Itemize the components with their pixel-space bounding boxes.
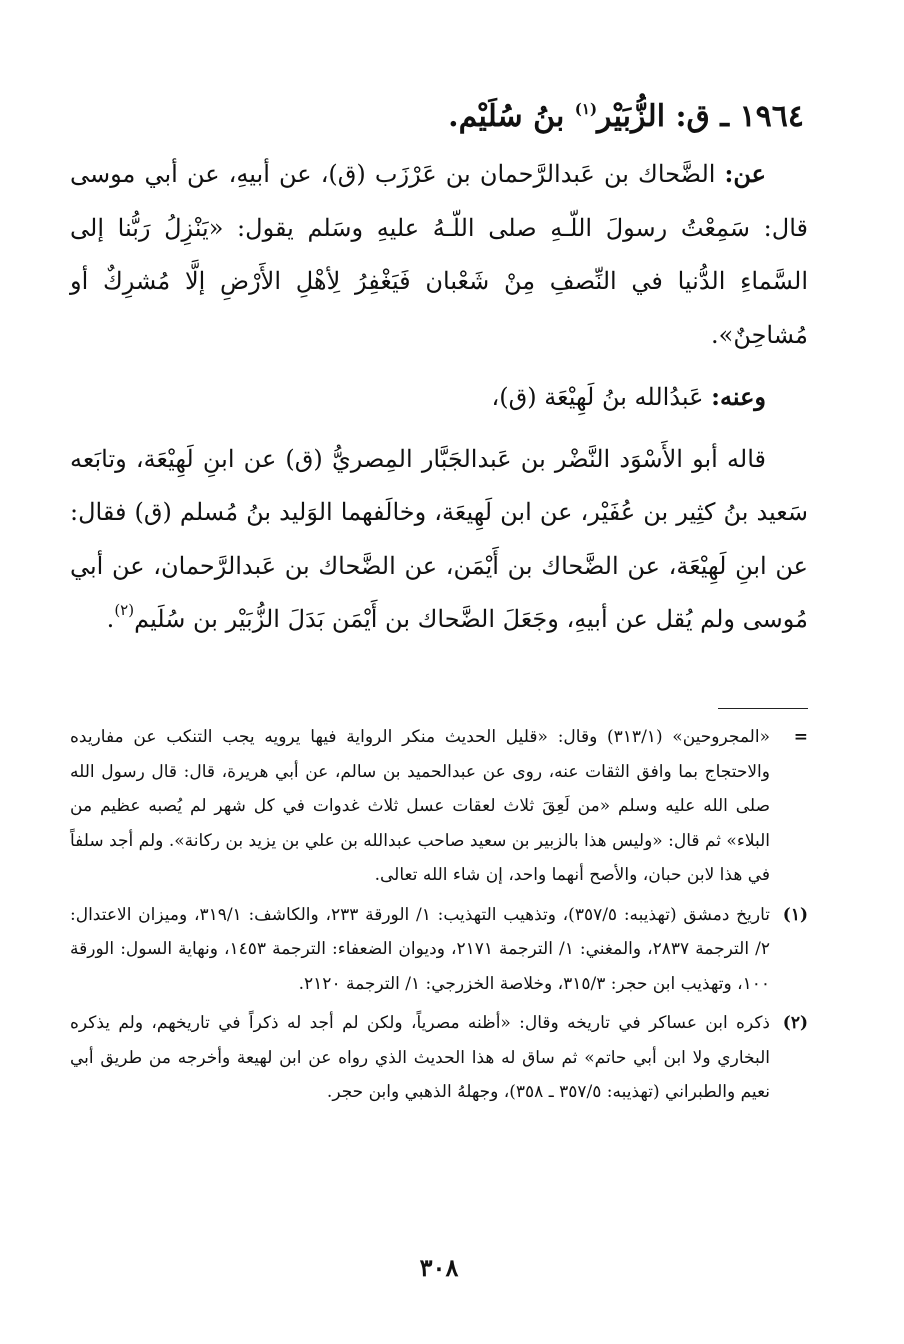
footnote-2: [70, 1006, 808, 1110]
paragraph-from: [70, 147, 808, 362]
paragraph-text: عَبدُالله بنُ لَهِيْعَة (ق)،: [491, 383, 712, 411]
entry-heading: [70, 95, 804, 139]
footnote-divider: [718, 708, 808, 709]
paragraph-narrated-by: [70, 370, 808, 425]
paragraph-lead: وعنه:: [711, 382, 766, 411]
page-number: ٣٠٨: [419, 1253, 459, 1282]
paragraph-text: قاله أبو الأَسْوَد النَّضْر بن عَبدالجَبَّار المِصريُّ (ق) عن ابنِ لَهِيْعَة، وتابَعه سَعيد بنُ كثِير بن عُفَيْر، عن ابن لَهِيعَة، وخالَفهما الوَليد بنُ مُسلم (ق) فقال: عن ابنِ لَهِيْعَة، عن الضَّحاك بن أَيْمَن، عن الضَّحاك بن عَبدالرَّحمان، عن أبي مُوسى ولم يُقل عن أبيهِ، وجَعَلَ الضَّحاك بن أَيْمَن بَدَلَ الزُّبَيْر بن سُلَيم: [70, 444, 808, 633]
entry-name-first: الزُّبَيْر: [597, 99, 666, 134]
entry-code: ق:: [675, 99, 710, 134]
book-page: [70, 95, 808, 1295]
paragraph-end: .: [106, 605, 115, 633]
paragraph-lead: عن:: [724, 159, 766, 188]
footnote-1: [70, 898, 808, 1002]
footnote-text: ذكره ابن عساكر في تاريخه وقال: «أظنه مصرياً، ولكن لم أجد له ذكراً في تاريخهم، ولم يذكره البخاري ولا ابن أبي حاتم» ثم ساق له هذا الحديث الذي رواه عن ابن لهيعة وأخرجه من طريق أبي نعيم والطبراني (تهذيبه: ٣٥٧/٥ ـ ٣٥٨)، وجهلهُ الذهبي وابن حجر.: [70, 1013, 770, 1102]
paragraph-chain: [70, 433, 808, 647]
entry-separator: ـ: [720, 99, 730, 134]
footnote-continued: [70, 720, 808, 893]
footnote-mark: (١): [782, 904, 808, 925]
entry-number: ١٩٦٤: [739, 99, 804, 134]
entry-name-rest: بنُ سُلَيْم.: [448, 99, 565, 134]
footnotes: [70, 720, 808, 1115]
footnote-mark: =: [793, 727, 808, 747]
footnote-text: «المجروحين» (٣١٣/١) وقال: «قليل الحديث منكر الرواية فيها يرويه يجب التنكب عن مفاريده والاحتجاج بما وافق الثقات عنه، روى عن عبدالحميد بن سالم، عن أبي هريرة، قال: قال رسول الله صلى الله عليه وسلم «من لَعِقَ ثلاث لعقات عسل ثلاث غدوات في كل شهر لم يُصبه عظيم من البلاء» ثم قال: «وليس هذا بالزبير بن سعيد صاحب عبدالله بن علي بن يزيد بن ركانة». ولم أجد سلفاً في هذا لابن حبان، والأصح أنهما واحد، إن شاء الله تعالى.: [70, 727, 770, 885]
paragraph-text: الضَّحاك بن عَبدالرَّحمان بن عَرْزَب (ق)، عن أبيهِ، عن أبي موسى قال: سَمِعْتُ رسولَ اللّـهِ صلى اللّـهُ عليهِ وسَلم يقول: «يَنْزِلُ رَبُّنا إلى السَّماءِ الدُّنيا في النِّصفِ مِنْ شَعْبان فَيَغْفِرُ لِأهْلِ الأَرْضِ إلَّا مُشرِكٌ أو مُشاحِنٌ».: [70, 160, 808, 349]
footnote-ref-1[interactable]: (١): [574, 100, 598, 118]
footnote-mark: (٢): [782, 1013, 808, 1033]
footnote-text: تاريخ دمشق (تهذيبه: ٣٥٧/٥)، وتذهيب التهذيب: ١/ الورقة ٢٣٣، والكاشف: ٣١٩/١، وميزان الاعتدال: ٢/ الترجمة ٢٨٣٧، والمغني: ١/ الترجمة ٢١٧١، وديوان الضعفاء: الترجمة ١٤٥٣، ونهاية السول: الورقة ١٠٠، وتهذيب ابن حجر: ٣١٥/٣، وخلاصة الخزرجي: ١/ الترجمة ٢١٢٠.: [70, 904, 770, 994]
footnote-ref-2[interactable]: (٢): [114, 601, 135, 619]
